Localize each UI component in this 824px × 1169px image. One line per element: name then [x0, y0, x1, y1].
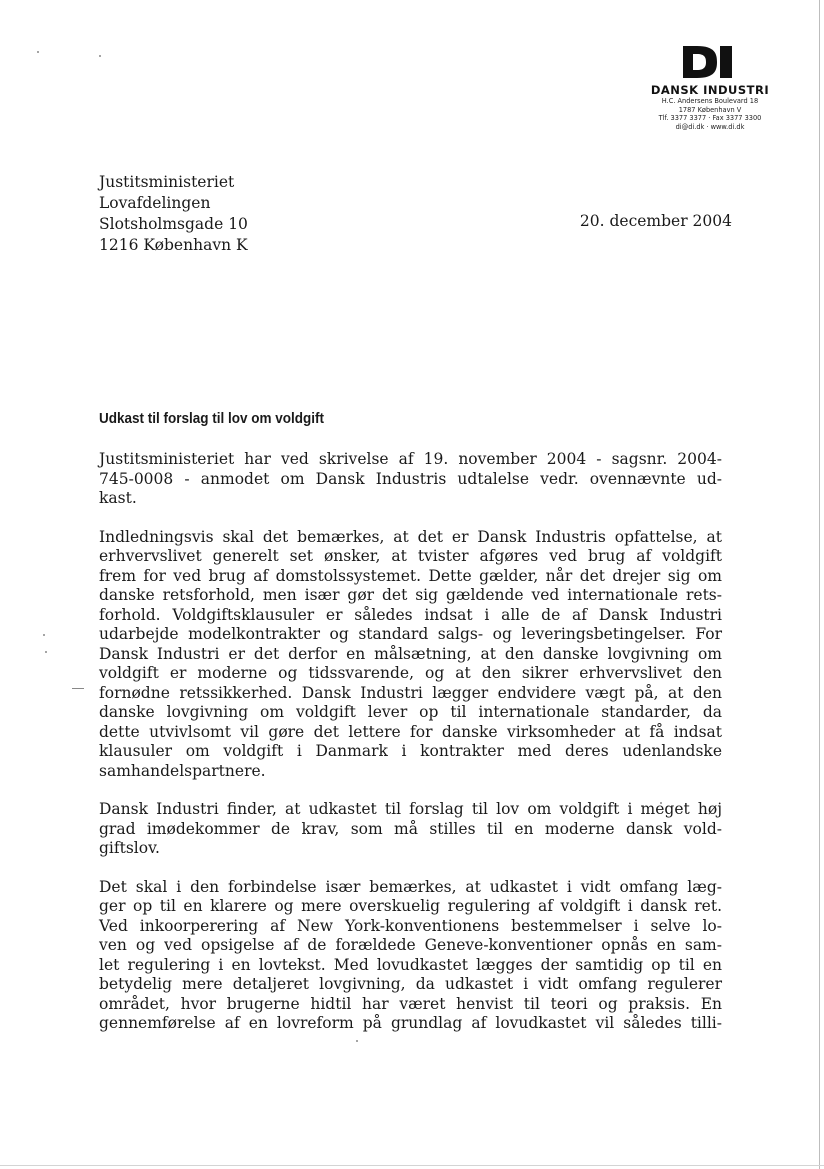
body-paragraph — [99, 878, 722, 1034]
text-line: betydelig mere detaljeret lovgivning, da udkastet i vidt omfang regulerer — [99, 975, 722, 993]
text-line: erhvervslivet generelt set ønsker, at tvister afgøres ved brug af voldgift — [99, 547, 722, 565]
text-line: danske retsforhold, men især gør det sig gældende ved internationale rets- — [99, 586, 722, 604]
address-line: 1787 København V — [678, 105, 742, 114]
text-line: ger op til en klarere og mere overskuelig regulering af voldgift i dansk ret. — [99, 897, 722, 915]
letter-subject: Udkast til forslag til lov om voldgift — [99, 410, 325, 427]
text-line: Dansk Industri er det derfor en målsætning, at den danske lovgivning om — [99, 644, 722, 663]
letterhead — [640, 44, 780, 131]
letter-body — [99, 450, 722, 1053]
di-logo-icon — [681, 44, 739, 80]
body-paragraph — [99, 800, 722, 859]
text-line: Justitsministeriet har ved skrivelse af 19. november 2004 - sagsnr. 2004- — [99, 450, 722, 468]
letter-date: 20. december 2004 — [579, 212, 732, 230]
text-line: området, hvor brugerne hidtil har været henvist til teori og praksis. En — [99, 994, 722, 1013]
recipient-line: 1216 København K — [99, 236, 248, 254]
scan-speck — [37, 51, 39, 53]
text-line: dette utvivlsomt vil gøre det lettere for danske virksomheder at få indsat — [99, 722, 722, 741]
text-line: forhold. Voldgiftsklausuler er således indsat i alle de af Dansk Industri — [99, 605, 722, 624]
brand-name: DANSK INDUSTRI — [650, 83, 770, 97]
text-line: danske lovgivning om voldgift lever op til internationale standarder, da — [99, 703, 722, 721]
body-paragraph — [99, 450, 722, 509]
text-line: frem for ved brug af domstolssystemet. Dette gælder, når det drejer sig om — [99, 566, 722, 585]
page-edge-bottom — [0, 1165, 824, 1166]
text-line: let regulering i en lovtekst. Med lovudkastet lægges der samtidig op til en — [99, 955, 722, 974]
scan-speck — [43, 634, 45, 636]
recipient-line: Lovafdelingen — [99, 194, 211, 212]
text-line: Dansk Industri finder, at udkastet til forslag til lov om voldgift i meget høj — [99, 800, 722, 818]
body-paragraph — [99, 528, 722, 782]
text-line: Indledningsvis skal det bemærkes, at det er Dansk Industris opfattelse, at — [99, 527, 722, 546]
address-line: H.C. Andersens Boulevard 18 — [661, 97, 759, 105]
text-line: Ved inkoorperering af New York-konventionens bestemmelser i selve lo- — [99, 916, 722, 935]
address-line: di@di.dk · www.di.dk — [675, 122, 745, 131]
text-line: udarbejde modelkontrakter og standard salgs- og leveringsbetingelser. For — [99, 625, 722, 643]
text-line: klausuler om voldgift i Danmark i kontrakter med deres udenlandske — [99, 742, 722, 760]
text-line: Det skal i den forbindelse især bemærkes, at udkastet i vidt omfang læg- — [99, 877, 722, 896]
text-line: gennemførelse af en lovreform på grundlag af lovudkastet vil således tilli- — [99, 1014, 722, 1032]
text-line: grad imødekommer de krav, som må stilles til en moderne dansk vold- — [99, 819, 722, 838]
scan-speck — [45, 651, 47, 653]
text-line: voldgift er moderne og tidssvarende, og at den sikrer erhvervslivet den — [99, 664, 722, 682]
text-line: giftslov. — [99, 839, 160, 857]
recipient-address — [99, 172, 248, 256]
letterhead-address — [640, 97, 780, 131]
text-line: fornødne retssikkerhed. Dansk Industri lægger endvidere vægt på, at den — [99, 683, 722, 702]
text-line: kast. — [99, 489, 137, 507]
recipient-line: Justitsministeriet — [99, 173, 235, 191]
text-line: 745-0008 - anmodet om Dansk Industris udtalelse vedr. ovennævnte ud- — [99, 469, 722, 488]
address-line: Tlf. 3377 3377 · Fax 3377 3300 — [658, 114, 762, 123]
scan-speck — [99, 55, 101, 57]
text-line: samhandelspartnere. — [99, 761, 266, 780]
text-line: ven og ved opsigelse af de forældede Geneve-konventioner opnås en sam- — [99, 936, 722, 954]
recipient-line: Slotsholmsgade 10 — [99, 215, 248, 233]
page-edge-right — [819, 0, 820, 1169]
scan-speck — [72, 688, 84, 689]
